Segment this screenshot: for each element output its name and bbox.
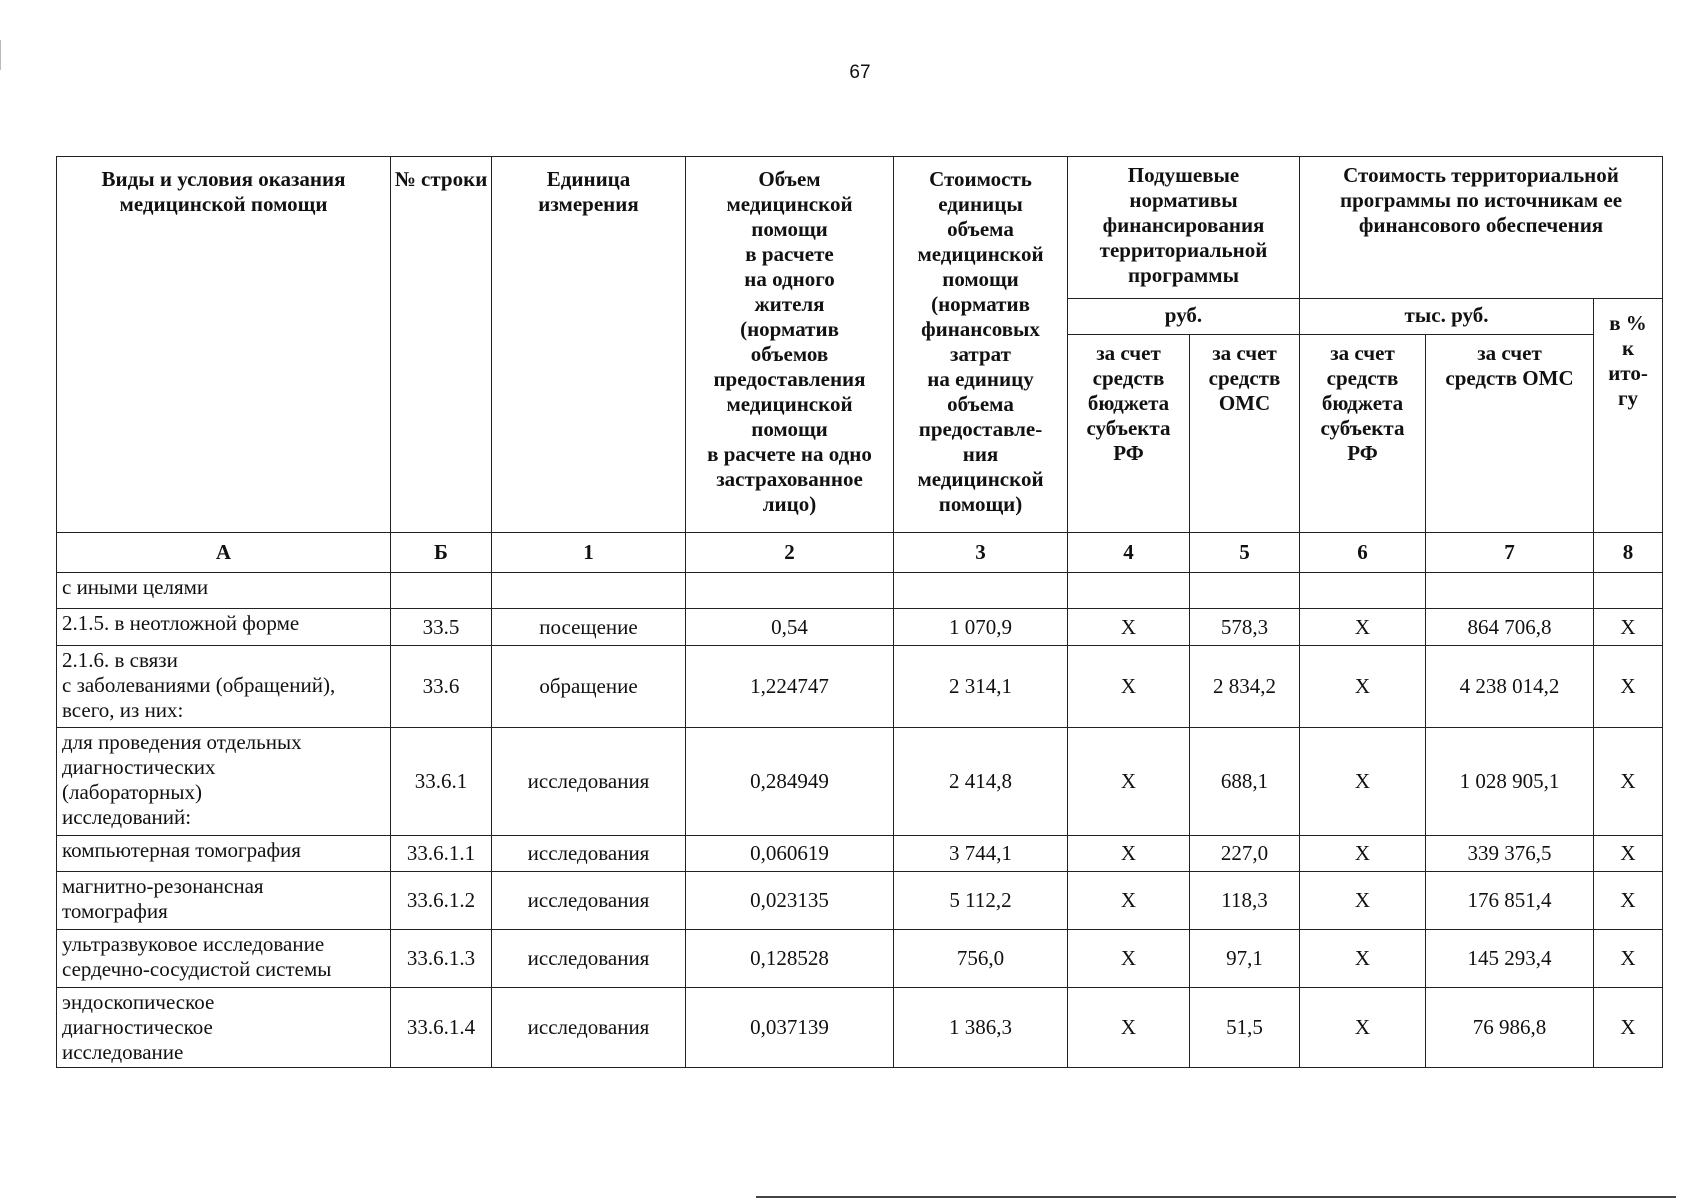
unit-cell: исследования <box>492 836 686 872</box>
header-line: за счет <box>1477 341 1542 365</box>
header-line: нормативы <box>1129 188 1238 212</box>
header-line: (норматив <box>931 292 1030 316</box>
row-number-cell: 33.6.1 <box>391 728 492 836</box>
row-name-line: диагностическое <box>62 1015 213 1039</box>
letter-cell: 8 <box>1594 533 1663 573</box>
header-line: в расчете на одно <box>707 442 872 466</box>
oms-percapita-cell: 51,5 <box>1190 988 1300 1068</box>
oms-total-cell: 76 986,8 <box>1426 988 1594 1068</box>
header-line: на одного <box>744 267 835 291</box>
header-line: субъекта <box>1320 416 1405 440</box>
header-line: медицинской <box>726 392 853 416</box>
table-row <box>57 988 1663 1068</box>
unit-cell: исследования <box>492 988 686 1068</box>
row-name-line: диагностических <box>62 755 216 779</box>
percent-cell: Х <box>1594 988 1663 1068</box>
volume-cell <box>686 573 894 609</box>
bottom-rule <box>756 1196 1676 1198</box>
row-number-cell: 33.6.1.4 <box>391 988 492 1068</box>
oms-total-cell: 145 293,4 <box>1426 930 1594 988</box>
oms-total-cell: 176 851,4 <box>1426 872 1594 930</box>
unit-cell: исследования <box>492 728 686 836</box>
header-col-1: Единица измерения <box>492 157 686 533</box>
oms-percapita-cell: 97,1 <box>1190 930 1300 988</box>
header-line: средств <box>1326 366 1399 390</box>
oms-total-cell: 339 376,5 <box>1426 836 1594 872</box>
header-line: ито- <box>1608 361 1648 385</box>
header-line: ния <box>962 442 999 466</box>
column-letters-row <box>57 533 1663 573</box>
letter-cell: 7 <box>1426 533 1594 573</box>
financing-table <box>56 156 1663 1068</box>
oms-percapita-cell: 688,1 <box>1190 728 1300 836</box>
header-line: РФ <box>1347 441 1378 465</box>
volume-cell: 0,128528 <box>686 930 894 988</box>
volume-cell: 0,284949 <box>686 728 894 836</box>
header-line: медицинской <box>917 467 1044 491</box>
scan-edge-mark <box>0 40 11 70</box>
letter-cell: 4 <box>1068 533 1190 573</box>
unit-cost-cell: 2 414,8 <box>894 728 1068 836</box>
unit-cost-cell: 1 386,3 <box>894 988 1068 1068</box>
table-row <box>57 646 1663 728</box>
letter-cell: 3 <box>894 533 1068 573</box>
header-line: застрахованное <box>716 467 863 491</box>
header-col-b: № строки <box>391 157 492 533</box>
header-line: Стоимость <box>929 167 1032 191</box>
volume-cell: 0,023135 <box>686 872 894 930</box>
budget-percapita-cell: Х <box>1068 872 1190 930</box>
header-line: предоставле- <box>918 417 1043 441</box>
row-name-cell <box>57 728 391 836</box>
oms-total-cell <box>1426 573 1594 609</box>
row-number-cell <box>391 573 492 609</box>
row-name-line: 2.1.5. в неотложной форме <box>62 611 300 635</box>
row-name-line: всего, из них: <box>62 698 184 722</box>
volume-cell: 1,224747 <box>686 646 894 728</box>
header-line: объема <box>947 217 1014 241</box>
row-name-line: сердечно-сосудистой системы <box>62 957 332 981</box>
header-unit-thous-rub: тыс. руб. <box>1300 299 1594 335</box>
oms-percapita-cell <box>1190 573 1300 609</box>
header-col-5 <box>1190 335 1300 533</box>
oms-total-cell: 864 706,8 <box>1426 609 1594 646</box>
header-line: ОМС <box>1218 391 1271 415</box>
header-line: программы по источникам ее <box>1339 188 1623 212</box>
letter-cell: 6 <box>1300 533 1426 573</box>
header-col-7 <box>1426 335 1594 533</box>
budget-percapita-cell: Х <box>1068 609 1190 646</box>
oms-percapita-cell: 2 834,2 <box>1190 646 1300 728</box>
header-line: за счет <box>1330 341 1395 365</box>
header-line: за счет <box>1212 341 1277 365</box>
header-line: Стоимость территориальной <box>1343 163 1619 187</box>
header-line: программы <box>1128 263 1239 287</box>
unit-cell: обращение <box>492 646 686 728</box>
header-line: Подушевые <box>1127 163 1240 187</box>
header-line: объема <box>947 392 1014 416</box>
header-line: в % <box>1609 311 1647 335</box>
percent-cell <box>1594 573 1663 609</box>
header-col-6 <box>1300 335 1426 533</box>
budget-percapita-cell: Х <box>1068 836 1190 872</box>
header-line: помощи <box>751 417 828 441</box>
percent-cell: Х <box>1594 609 1663 646</box>
unit-cost-cell: 5 112,2 <box>894 872 1068 930</box>
budget-total-cell: Х <box>1300 728 1426 836</box>
oms-percapita-cell: 578,3 <box>1190 609 1300 646</box>
letter-cell: 5 <box>1190 533 1300 573</box>
row-name-cell <box>57 930 391 988</box>
letter-cell: 2 <box>686 533 894 573</box>
row-name-line: для проведения отдельных <box>62 730 302 754</box>
budget-total-cell: Х <box>1300 609 1426 646</box>
budget-percapita-cell: Х <box>1068 728 1190 836</box>
table-row <box>57 872 1663 930</box>
header-line: за счет <box>1096 341 1161 365</box>
row-name-line: томография <box>62 899 168 923</box>
table-row <box>57 609 1663 646</box>
header-line: объемов <box>750 342 829 366</box>
header-group-cost <box>1300 157 1663 299</box>
header-line: (норматив <box>740 317 839 341</box>
percent-cell: Х <box>1594 728 1663 836</box>
header-line: к <box>1621 336 1635 360</box>
row-name-line: эндоскопическое <box>62 990 215 1014</box>
header-line: территориальной <box>1099 238 1268 262</box>
volume-cell: 0,54 <box>686 609 894 646</box>
row-name-line: (лабораторных) <box>62 780 202 804</box>
percent-cell: Х <box>1594 930 1663 988</box>
header-line: бюджета <box>1087 391 1170 415</box>
row-name-cell <box>57 646 391 728</box>
budget-total-cell: Х <box>1300 930 1426 988</box>
unit-cost-cell: 3 744,1 <box>894 836 1068 872</box>
header-col-4 <box>1068 335 1190 533</box>
header-line: медицинской <box>917 242 1044 266</box>
header-line: бюджета <box>1321 391 1404 415</box>
budget-percapita-cell: Х <box>1068 646 1190 728</box>
header-col-3 <box>894 157 1068 533</box>
header-line: медицинской <box>726 192 853 216</box>
header-line: средств <box>1092 366 1165 390</box>
table-row <box>57 573 1663 609</box>
header-line: помощи <box>751 217 828 241</box>
row-name-line: с иными целями <box>62 575 209 599</box>
header-col-8 <box>1594 299 1663 533</box>
budget-total-cell: Х <box>1300 988 1426 1068</box>
header-line: в расчете <box>745 242 834 266</box>
header-col-a: Виды и условия оказания медицинской помощи <box>57 157 391 533</box>
letter-cell: Б <box>391 533 492 573</box>
header-line: средств ОМС <box>1445 366 1574 390</box>
unit-cost-cell: 756,0 <box>894 930 1068 988</box>
header-line: финансовых <box>921 317 1040 341</box>
letter-cell: А <box>57 533 391 573</box>
header-line: жителя <box>754 292 825 316</box>
percent-cell: Х <box>1594 872 1663 930</box>
budget-total-cell <box>1300 573 1426 609</box>
header-line: гу <box>1617 386 1639 410</box>
volume-cell: 0,037139 <box>686 988 894 1068</box>
unit-cost-cell: 1 070,9 <box>894 609 1068 646</box>
header-line: средств <box>1208 366 1281 390</box>
table-row <box>57 930 1663 988</box>
row-name-cell <box>57 609 391 646</box>
volume-cell: 0,060619 <box>686 836 894 872</box>
row-name-line: исследование <box>62 1040 184 1064</box>
row-number-cell: 33.6.1.3 <box>391 930 492 988</box>
oms-total-cell: 4 238 014,2 <box>1426 646 1594 728</box>
header-line: помощи) <box>938 492 1023 516</box>
header-line: РФ <box>1113 441 1144 465</box>
header-line: единицы <box>938 192 1023 216</box>
row-name-line: ультразвуковое исследование <box>62 932 325 956</box>
header-line: Объем <box>758 167 821 191</box>
header-line: лицо) <box>762 492 817 516</box>
header-line: субъекта <box>1086 416 1171 440</box>
letter-cell: 1 <box>492 533 686 573</box>
table-row <box>57 836 1663 872</box>
header-line: на единицу <box>927 367 1034 391</box>
percent-cell: Х <box>1594 646 1663 728</box>
unit-cell: посещение <box>492 609 686 646</box>
header-line: затрат <box>950 342 1011 366</box>
budget-total-cell: Х <box>1300 646 1426 728</box>
row-name-line: исследований: <box>62 805 192 829</box>
percent-cell: Х <box>1594 836 1663 872</box>
row-number-cell: 33.6.1.1 <box>391 836 492 872</box>
table-row <box>57 728 1663 836</box>
unit-cell: исследования <box>492 930 686 988</box>
row-name-cell <box>57 872 391 930</box>
header-line: финансового обеспечения <box>1358 213 1604 237</box>
header-group-percapita <box>1068 157 1300 299</box>
budget-percapita-cell <box>1068 573 1190 609</box>
budget-total-cell: Х <box>1300 836 1426 872</box>
row-name-cell <box>57 573 391 609</box>
row-name-line: 2.1.6. в связи <box>62 648 178 672</box>
unit-cell: исследования <box>492 872 686 930</box>
row-number-cell: 33.5 <box>391 609 492 646</box>
header-unit-rub: руб. <box>1068 299 1300 335</box>
header-line: помощи <box>942 267 1019 291</box>
oms-percapita-cell: 227,0 <box>1190 836 1300 872</box>
budget-total-cell: Х <box>1300 872 1426 930</box>
page-number: 67 <box>849 62 871 83</box>
row-name-cell <box>57 836 391 872</box>
oms-percapita-cell: 118,3 <box>1190 872 1300 930</box>
row-name-line: с заболеваниями (обращений), <box>62 673 336 697</box>
row-name-cell <box>57 988 391 1068</box>
unit-cell <box>492 573 686 609</box>
oms-total-cell: 1 028 905,1 <box>1426 728 1594 836</box>
row-number-cell: 33.6.1.2 <box>391 872 492 930</box>
unit-cost-cell: 2 314,1 <box>894 646 1068 728</box>
header-line: финансирования <box>1102 213 1265 237</box>
row-name-line: магнитно-резонансная <box>62 874 264 898</box>
row-name-line: компьютерная томография <box>62 838 301 862</box>
budget-percapita-cell: Х <box>1068 930 1190 988</box>
budget-percapita-cell: Х <box>1068 988 1190 1068</box>
unit-cost-cell <box>894 573 1068 609</box>
header-col-2 <box>686 157 894 533</box>
header-line: предоставления <box>713 367 866 391</box>
row-number-cell: 33.6 <box>391 646 492 728</box>
